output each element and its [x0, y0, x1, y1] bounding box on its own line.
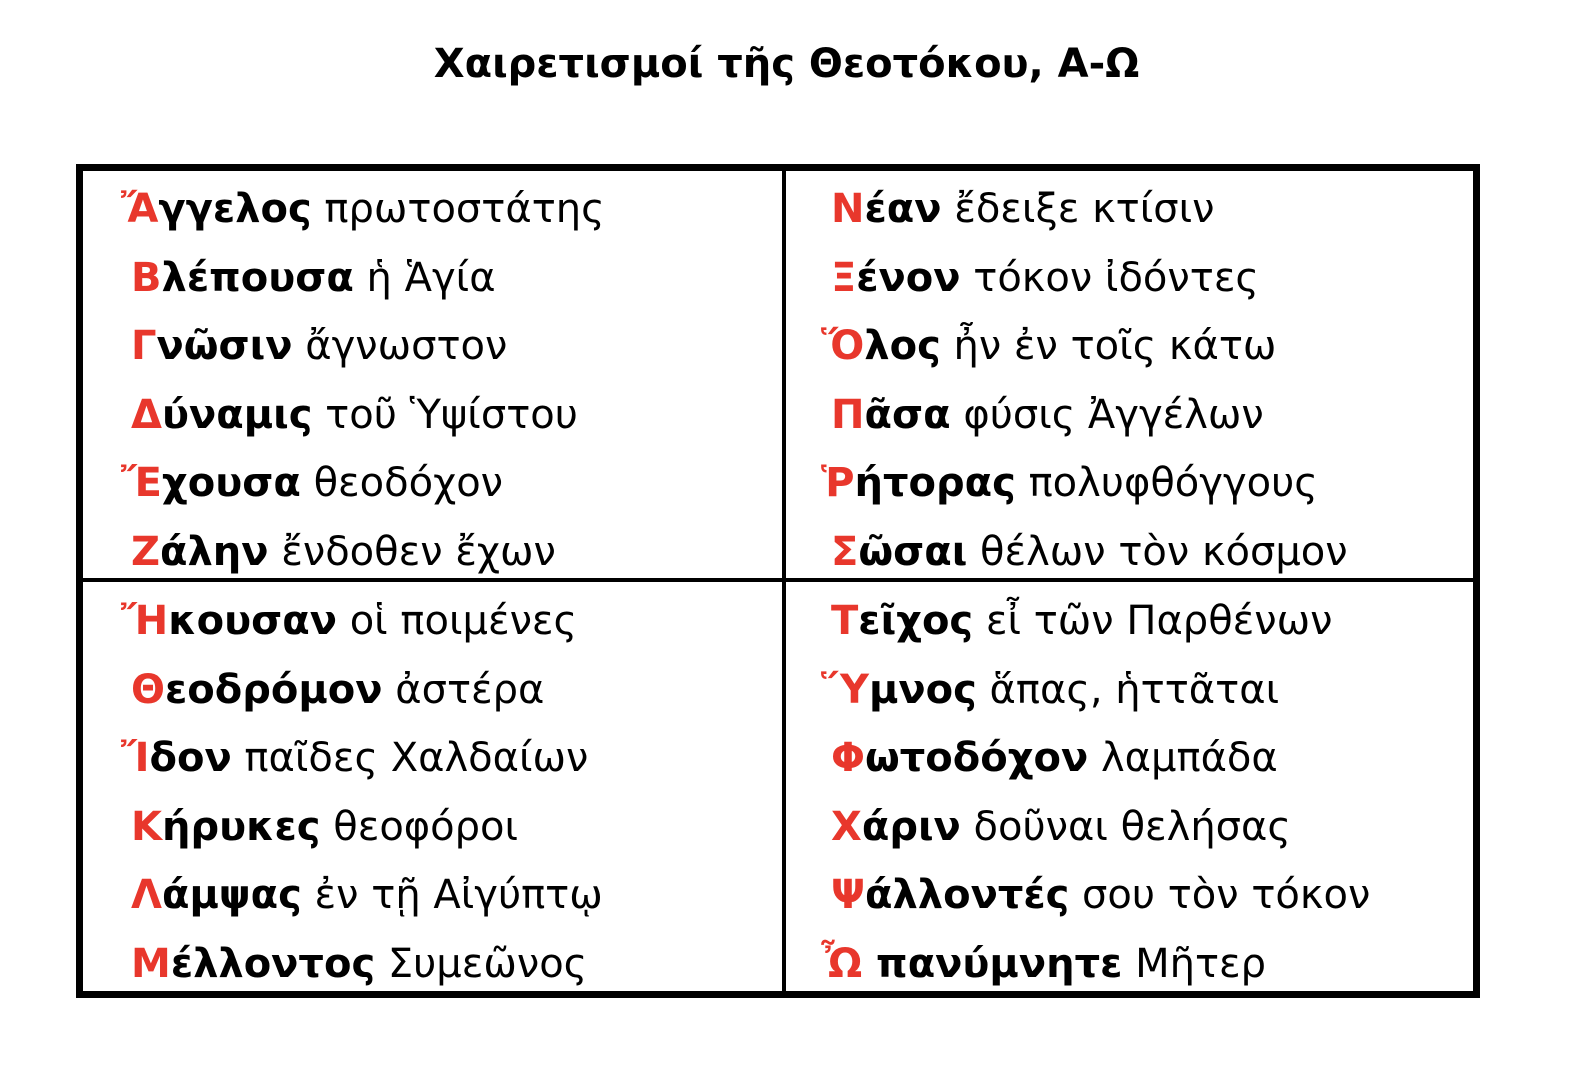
verse-initial-letter: Τ — [831, 598, 859, 644]
verse-line — [821, 861, 1370, 930]
verse-initial-letter: Ἴ — [121, 735, 150, 782]
verse-text: ἔδειξε κτίσιν — [941, 186, 1215, 232]
verse-line — [821, 587, 1370, 656]
verse-text: παῖδες Χαλδαίων — [231, 735, 589, 782]
quadrant-bottom-right — [821, 587, 1370, 999]
verse-initial-letter: Ἄ — [121, 186, 159, 232]
verse-keyword-stem: ήτορας — [854, 460, 1016, 507]
verse-keyword-stem: εῖχος — [858, 598, 974, 644]
verse-keyword-stem: έαν — [864, 186, 942, 232]
verse-text: πολυφθόγγους — [1015, 460, 1318, 507]
verse-line — [821, 724, 1370, 793]
verse-initial-letter: Μ — [131, 940, 171, 987]
verse-initial-letter: Λ — [131, 872, 162, 919]
verse-line — [821, 244, 1348, 313]
verse-text: θεοφόροι — [320, 803, 519, 850]
verse-line — [821, 930, 1370, 999]
verse-line — [821, 175, 1348, 244]
verse-line — [121, 724, 603, 793]
verse-initial-letter: Θ — [131, 666, 166, 713]
verse-initial-letter: Ζ — [131, 528, 161, 575]
verse-keyword-stem: ένον — [856, 254, 961, 301]
verse-keyword-stem: λέπουσα — [161, 254, 354, 301]
verse-line — [121, 656, 603, 725]
verse-line — [121, 175, 605, 244]
verse-initial-letter: Ὅ — [821, 323, 865, 370]
verse-keyword-stem: εοδρόμον — [165, 666, 383, 713]
verse-line — [121, 587, 603, 656]
verse-keyword-stem: γγελος — [158, 186, 312, 232]
quadrant-top-right — [821, 175, 1348, 587]
verse-initial-letter: Ξ — [831, 254, 857, 301]
verse-initial-letter: Δ — [131, 391, 162, 438]
verse-initial-letter: Ἔ — [121, 460, 162, 507]
verse-text: οἱ ποιμένες — [336, 598, 578, 644]
verse-initial-letter: Ψ — [831, 872, 865, 919]
verse-text: ἔνδοθεν ἔχων — [268, 528, 556, 575]
verse-text: τόκον ἰδόντες — [960, 254, 1259, 301]
verse-keyword-stem: δον — [149, 735, 232, 782]
verse-line — [821, 312, 1348, 381]
quadrant-top-left — [121, 175, 605, 587]
verse-keyword-stem: άμψας — [161, 872, 302, 919]
akathist-table — [76, 164, 1480, 998]
verse-line — [821, 381, 1348, 450]
verse-keyword-stem: κουσαν — [168, 598, 337, 644]
verse-initial-letter: Φ — [831, 735, 866, 782]
verse-text: ἐν τῇ Αἰγύπτῳ — [301, 872, 603, 919]
verse-line — [121, 449, 605, 518]
verse-keyword-stem: νῶσιν — [156, 323, 293, 370]
verse-keyword-stem: άριν — [861, 803, 961, 850]
verse-initial-letter: Β — [131, 254, 162, 301]
verse-keyword-stem: ῶσαι — [858, 528, 968, 575]
verse-keyword-stem: άλλοντές — [864, 872, 1070, 919]
verse-text: ἅπας, ἡττᾶται — [976, 666, 1280, 713]
verse-line — [121, 244, 605, 313]
verse-initial-letter: Γ — [131, 323, 157, 370]
verse-line — [121, 312, 605, 381]
verse-line — [121, 793, 603, 862]
verse-keyword-stem: ήρυκες — [162, 803, 321, 850]
verse-text: ἦν ἐν τοῖς κάτω — [940, 323, 1277, 370]
verse-line — [121, 518, 605, 587]
verse-initial-letter: Ὕ — [821, 666, 869, 713]
verse-text: δοῦναι θελήσας — [960, 803, 1291, 850]
verse-line — [821, 449, 1348, 518]
verse-text: ἡ Ἁγία — [353, 254, 496, 301]
verse-initial-letter: Χ — [831, 803, 862, 850]
verse-text: πρωτοστάτης — [311, 186, 605, 232]
verse-text: τοῦ Ὑψίστου — [312, 391, 578, 438]
verse-keyword-stem: χουσα — [161, 460, 301, 507]
verse-line — [121, 861, 603, 930]
page-title: Χαιρετισμοί τῆς Θεοτόκου, Α-Ω — [433, 41, 1140, 87]
verse-text: Συμεῶνος — [375, 940, 588, 987]
verse-keyword-stem: μνος — [868, 666, 977, 713]
verse-line — [821, 518, 1348, 587]
verse-initial-letter: Κ — [131, 803, 162, 850]
verse-keyword-stem: ύναμις — [161, 391, 313, 438]
verse-initial-letter: Π — [831, 391, 865, 438]
verse-line — [121, 930, 603, 999]
verse-keyword-stem: ωτοδόχον — [865, 735, 1089, 782]
verse-line — [821, 793, 1370, 862]
verse-keyword-stem: έλλοντος — [170, 940, 376, 987]
verse-text: θεοδόχον — [300, 460, 504, 507]
verse-text: ἄγνωστον — [292, 323, 508, 370]
verse-initial-letter: Ἤ — [121, 598, 169, 644]
verse-text: φύσις Ἀγγέλων — [950, 391, 1264, 438]
verse-keyword-stem: ᾶσα — [864, 391, 951, 438]
verse-initial-letter: Σ — [831, 528, 859, 575]
verse-text: εἶ τῶν Παρθένων — [973, 598, 1333, 644]
verse-line — [121, 381, 605, 450]
verse-keyword-stem: πανύμνητε — [862, 940, 1123, 987]
verse-text: σου τὸν τόκον — [1069, 872, 1371, 919]
verse-initial-letter: Ῥ — [821, 460, 855, 507]
quadrant-bottom-left — [121, 587, 603, 999]
verse-line — [821, 656, 1370, 725]
verse-initial-letter: Ὦ — [821, 940, 863, 987]
verse-initial-letter: Ν — [831, 186, 865, 232]
verse-text: Μῆτερ — [1122, 940, 1267, 987]
verse-text: θέλων τὸν κόσμον — [967, 528, 1348, 575]
verse-text: λαμπάδα — [1088, 735, 1278, 782]
verse-text: ἀστέρα — [382, 666, 545, 713]
verse-keyword-stem: άλην — [160, 528, 269, 575]
verse-keyword-stem: λος — [864, 323, 941, 370]
